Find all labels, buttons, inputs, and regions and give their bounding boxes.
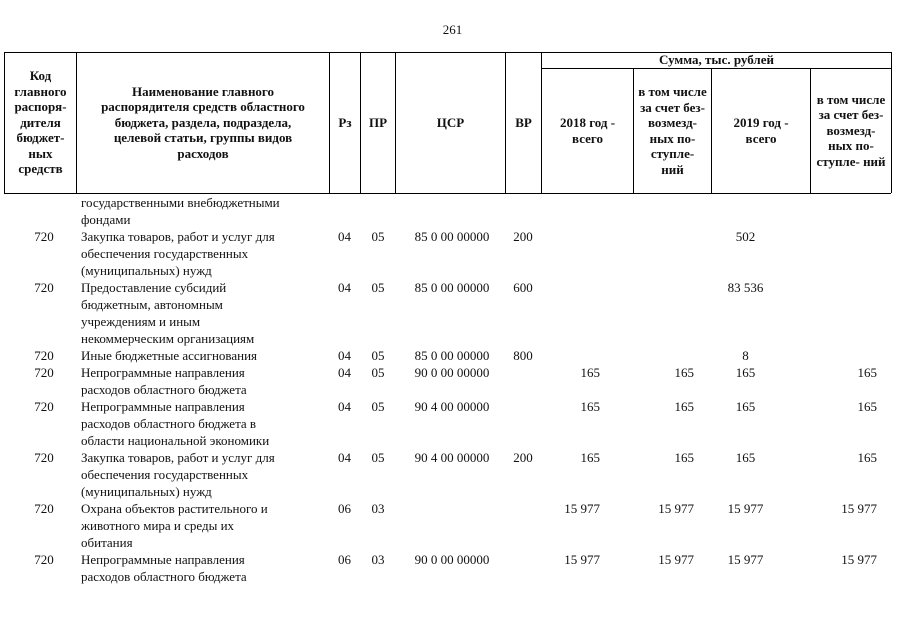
cell-pr: 03 (371, 552, 385, 567)
header-2019-free: в том числе за счет без- возмезд- ных по- ступле- ний (816, 91, 886, 169)
cell-2019-total: 83 536 (727, 280, 764, 295)
cell-name-line: Непрограммные направления (81, 552, 245, 567)
cell-csr: 90 4 00 00000 (414, 399, 490, 414)
cell-2018-free: 15 977 (658, 552, 694, 567)
cell-2019-total: 8 (742, 348, 749, 363)
cell-vr: 200 (513, 229, 533, 244)
header-rz: Рз (338, 114, 352, 130)
cell-rz: 04 (338, 399, 351, 414)
cell-2019-total: 165 (735, 399, 756, 414)
cell-2019-free: 165 (857, 450, 877, 465)
cell-name-line: обеспечения государственных (81, 246, 249, 261)
cell-vr: 200 (513, 450, 533, 465)
header-name: Наименование главного распорядителя средств областного бюджета, раздела, подраздела, целевой статьи, группы видов расходов (101, 83, 305, 161)
cell-rz: 04 (338, 450, 351, 465)
cell-2019-free: 165 (857, 399, 877, 414)
cell-2018-free: 165 (674, 450, 694, 465)
cell-name-line: Непрограммные направления (81, 399, 245, 414)
cell-name-line: расходов областного бюджета (81, 382, 247, 397)
column-divider (891, 52, 892, 193)
cell-vr: 800 (513, 348, 533, 363)
cell-name-line: Предоставление субсидий (81, 280, 227, 295)
cell-name-line: расходов областного бюджета (81, 569, 247, 584)
cell-pr: 05 (371, 280, 385, 295)
cell-csr: 90 4 00 00000 (414, 450, 490, 465)
cell-csr: 85 0 00 00000 (414, 348, 490, 363)
cell-vr: 600 (513, 280, 533, 295)
cell-rz: 04 (338, 280, 351, 295)
cell-rz: 04 (338, 229, 351, 244)
header-sum: Сумма, тыс. рублей (659, 52, 774, 68)
header-2018-total: 2018 год - всего (559, 115, 616, 146)
cell-pr: 05 (371, 365, 385, 380)
cell-2019-free: 15 977 (841, 501, 877, 516)
cell-name-line: Иные бюджетные ассигнования (81, 348, 258, 363)
cell-2019-total: 502 (735, 229, 756, 244)
cell-name-line: животного мира и среды их (81, 518, 235, 533)
cell-csr: 85 0 00 00000 (414, 229, 490, 244)
cell-rz: 04 (338, 365, 351, 380)
cell-2019-total: 15 977 (727, 552, 764, 567)
cell-2019-total: 165 (735, 450, 756, 465)
cell-name-line: обеспечения государственных (81, 467, 249, 482)
cell-rz: 04 (338, 348, 351, 363)
cell-name-line: фондами (81, 212, 131, 227)
cell-code: 720 (34, 365, 54, 380)
cell-pr: 05 (371, 229, 385, 244)
cell-code: 720 (34, 280, 54, 295)
cell-2018-free: 165 (674, 365, 694, 380)
cell-rz: 06 (338, 552, 351, 567)
cell-csr: 90 0 00 00000 (414, 552, 490, 567)
cell-name-line: (муниципальных) нужд (81, 263, 212, 278)
cell-name-line: Непрограммные направления (81, 365, 245, 380)
cell-name-line: Охрана объектов растительного и (81, 501, 268, 516)
cell-csr: 90 0 00 00000 (414, 365, 490, 380)
cell-2018-total: 165 (580, 450, 600, 465)
cell-2018-total: 165 (580, 365, 600, 380)
cell-name-line: некоммерческим организациям (81, 331, 255, 346)
cell-2018-total: 165 (580, 399, 600, 414)
cell-code: 720 (34, 552, 54, 567)
header-2019-total: 2019 год - всего (733, 115, 789, 146)
header-code: Код главного распоря- дителя бюджет- ных средств (14, 68, 67, 177)
page-number: 261 (442, 22, 463, 37)
cell-name-line: Закупка товаров, работ и услуг для (81, 229, 275, 244)
cell-pr: 05 (371, 348, 385, 363)
cell-code: 720 (34, 501, 54, 516)
cell-2018-total: 15 977 (564, 552, 600, 567)
cell-2018-total: 15 977 (564, 501, 600, 516)
cell-name-line: обитания (81, 535, 133, 550)
header-2018-free: в том числе за счет без- возмезд- ных по- ступле- ний (638, 84, 707, 177)
cell-name-line: (муниципальных) нужд (81, 484, 212, 499)
cell-name-line: расходов областного бюджета в (81, 416, 257, 431)
cell-code: 720 (34, 229, 54, 244)
cell-2019-free: 15 977 (841, 552, 877, 567)
cell-csr: 85 0 00 00000 (414, 280, 490, 295)
cell-2019-free: 165 (857, 365, 877, 380)
cell-pr: 05 (371, 450, 385, 465)
header-pr: ПР (368, 114, 388, 130)
header-csr: ЦСР (436, 114, 465, 130)
cell-code: 720 (34, 348, 54, 363)
cell-rz: 06 (338, 501, 351, 516)
cell-2018-free: 15 977 (658, 501, 694, 516)
cell-2019-total: 165 (735, 365, 756, 380)
cell-code: 720 (34, 450, 54, 465)
cell-name-line: Закупка товаров, работ и услуг для (81, 450, 275, 465)
cell-name-line: государственными внебюджетными (81, 195, 280, 210)
cell-2019-total: 15 977 (727, 501, 764, 516)
cell-name-line: области национальной экономики (81, 433, 270, 448)
cell-pr: 03 (371, 501, 385, 516)
cell-2018-free: 165 (674, 399, 694, 414)
cell-code: 720 (34, 399, 54, 414)
cell-name-line: учреждениям и иным (81, 314, 201, 329)
cell-pr: 05 (371, 399, 385, 414)
cell-name-line: бюджетным, автономным (81, 297, 223, 312)
header-vr: ВР (515, 114, 532, 130)
